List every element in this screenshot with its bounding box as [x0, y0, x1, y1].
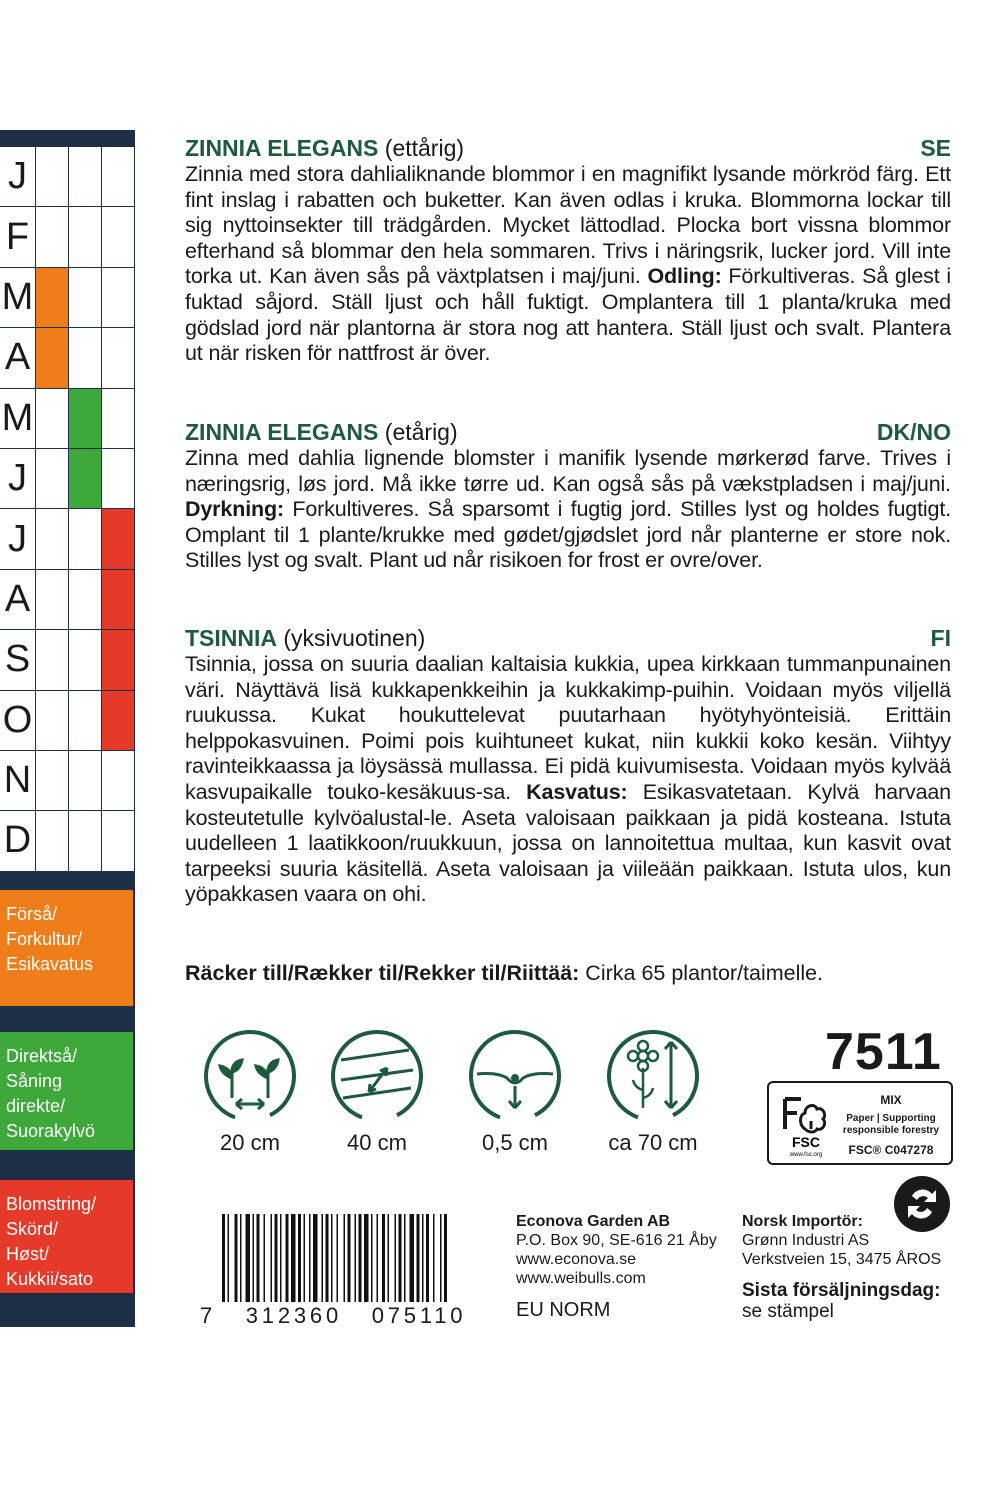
svg-text:FSC: FSC [792, 1134, 820, 1150]
row-spacing-icon [329, 1028, 425, 1124]
barcode-bar [304, 1214, 306, 1302]
calendar-cell [69, 509, 102, 568]
barcode-bar [348, 1214, 351, 1302]
section-title [185, 135, 951, 162]
calendar-cell [36, 570, 69, 629]
calendar-month-row [0, 207, 134, 267]
barcode-bar [253, 1214, 255, 1302]
barcode-bar [433, 1214, 435, 1302]
calendar-month-row [0, 751, 134, 811]
calendar-cell [36, 509, 69, 568]
calendar-cell [36, 751, 69, 810]
calendar-month-row [0, 570, 134, 630]
legend-sow: Förså/ Forkultur/ Esikavatus [0, 890, 133, 1006]
barcode-bar [235, 1214, 238, 1302]
barcode-bar [275, 1214, 278, 1302]
barcode-bar [298, 1214, 301, 1302]
species-name: TSINNIA [185, 625, 277, 651]
species-sub: (ettårig) [384, 135, 465, 161]
language-code: FI [930, 625, 951, 651]
plant-height-icon [605, 1028, 701, 1124]
calendar-cell [69, 328, 102, 387]
barcode-bar [313, 1214, 318, 1302]
calendar-cell [69, 449, 102, 508]
species-name: ZINNIA ELEGANS [185, 419, 379, 445]
month-letter: D [0, 811, 36, 870]
barcode-number: 7 312360 075110 [200, 1303, 467, 1328]
calendar-cell [102, 389, 134, 448]
legend-direct: Direktså/ Såning direkte/ Suorakylvö [0, 1032, 133, 1150]
barcode-bar [440, 1214, 442, 1302]
barcode-bar [359, 1214, 362, 1302]
fsc-label: FSC www.fsc.org MIX Paper | Supporting responsible forestry FSC® C047278 [767, 1081, 953, 1165]
barcode-bar [309, 1214, 311, 1302]
barcode-bar [291, 1214, 296, 1302]
calendar-month-row [0, 509, 134, 569]
barcode-bar [271, 1214, 273, 1302]
legend-bloom: Blomstring/ Skörd/ Høst/ Kukkii/sato [0, 1180, 133, 1293]
calendar-cell [36, 811, 69, 870]
calendar-cell [69, 751, 102, 810]
barcode-bar [364, 1214, 369, 1302]
svg-text:www.fsc.org: www.fsc.org [789, 1152, 823, 1158]
month-letter: S [0, 630, 36, 689]
fsc-tree-icon [777, 1089, 835, 1159]
calendar-cell [102, 691, 134, 750]
calendar-month-row [0, 449, 134, 509]
species-sub: (yksivuotinen) [283, 625, 426, 651]
calendar-cell [36, 449, 69, 508]
plant-spacing-icon [202, 1028, 298, 1124]
eu-norm: EU NORM [516, 1299, 611, 1321]
calendar-cell [102, 751, 134, 810]
calendar-cell [36, 147, 69, 206]
calendar-cell [36, 328, 69, 387]
language-code: DK/NO [876, 419, 951, 445]
plant-height: ca 70 cm [588, 1028, 718, 1156]
barcode-bar [388, 1214, 390, 1302]
calendar-cell [102, 449, 134, 508]
month-letter: N [0, 751, 36, 810]
barcode-bar [228, 1214, 230, 1302]
description: Tsinnia, jossa on suuria daalian kaltaisia kukkia, upea kirkkaan tummanpunainen väri. Näyttävä lisä kukkapenkkeihin ja kukkakimp-puihin. Voidaan myös viljellä ruukussa. Kukat houkuttelevat puutarhaan hyötyhyönteisiä. Erittäin helppokasvuinen. Poimi pois kuihtuneet kukat, niin kukkii koko kesän. Viihtyy ravinteikkaassa ja löysässä mullassa. Ei pidä kuivumisesta. Voidaan myös kylvää kasvupaikalle touko-kesäkuus-sa. Kasvatus: Esikasvatetaan. Kylvä harvaan kosteutetulle kylvöalustal-le. Aseta valoisaan paikkaan ja pidä kosteana. Istuta uudelleen 1 laatikkoon/ruukkuun, jossa on lannoitettua multaa, kun kasvit ovat tarpeeksi suuria käsitellä. Aseta valoisaan ja viileään paikkaan. Istuta ulos, kun yöpakkasen vaara on ohi. [185, 652, 951, 907]
barcode-bars [200, 1214, 470, 1302]
importer-info: Norsk Importör: Grønn Industri AS Verkstveien 15, 3475 ÅROS [742, 1213, 942, 1268]
calendar-cell [102, 570, 134, 629]
species-name: ZINNIA ELEGANS [185, 135, 379, 161]
barcode-bar [257, 1214, 260, 1302]
calendar-month-row [0, 389, 134, 449]
calendar-cell [69, 570, 102, 629]
barcode-bar [222, 1214, 225, 1302]
month-letter: O [0, 691, 36, 750]
plant-spacing: 20 cm [185, 1028, 315, 1156]
species-sub: (etårig) [384, 419, 458, 445]
barcode-bar [326, 1214, 329, 1302]
row-spacing: 40 cm [312, 1028, 442, 1156]
section-dk-no [185, 419, 951, 574]
sowing-depth-icon [467, 1028, 563, 1124]
barcode-bar [417, 1214, 420, 1302]
calendar-cell [102, 630, 134, 689]
calendar-cell [69, 691, 102, 750]
barcode-bar [322, 1214, 324, 1302]
calendar-cell [102, 147, 134, 206]
calendar-month-row [0, 268, 134, 328]
barcode-bar [280, 1214, 282, 1302]
description: Zinnia med stora dahlialiknande blommor i en magnifikt lysande mörkröd färg. Ett fint inslag i rabatten och buketter. Kan även odlas i kruka. Blommorna lockar till sig nyttoinsekter till trädgården. Mycket lättodlad. Plocka bort vissna blommor efterhand så blommar den hela sommaren. Trivs i näringsrik, lucker jord. Vill inte torka ut. Kan även sås på växtplatsen i maj/juni. Odling: Förkultiveras. Så glest i fuktad såjord. Ställ ljust och håll fuktigt. Omplantera till 1 planta/kruka med gödslad jord när plantorna är stora nog att hantera. Ställ ljust och svalt. Plantera ut när risken för nattfrost är över. [185, 162, 951, 366]
calendar-month-row [0, 328, 134, 388]
month-letter: A [0, 328, 36, 387]
barcode-bar [422, 1214, 424, 1302]
barcode-bar [426, 1214, 429, 1302]
calendar-month-row [0, 811, 134, 871]
calendar-cell [69, 389, 102, 448]
barcode-bar [344, 1214, 346, 1302]
barcode-bar [444, 1214, 447, 1302]
section-fi [185, 625, 951, 908]
month-letter: M [0, 389, 36, 448]
calendar-cell [102, 268, 134, 327]
calendar-cell [102, 207, 134, 266]
barcode-bar [355, 1214, 357, 1302]
sowing-calendar-sidebar [0, 130, 135, 1327]
barcode-bar [337, 1214, 339, 1302]
calendar-cell [36, 630, 69, 689]
calendar-cell [69, 811, 102, 870]
calendar-cell [69, 268, 102, 327]
barcode-bar [240, 1214, 242, 1302]
month-letter: A [0, 570, 36, 629]
calendar-cell [36, 207, 69, 266]
month-letter: J [0, 509, 36, 568]
barcode-bar [404, 1214, 406, 1302]
company-info: Econova Garden AB P.O. Box 90, SE-616 21 Åby www.econova.se www.weibulls.com [516, 1213, 717, 1287]
barcode-bar [371, 1214, 373, 1302]
growing-icons [185, 1028, 745, 1178]
barcode-bar [399, 1214, 402, 1302]
product-number: 7511 [825, 1023, 942, 1081]
barcode-bar [264, 1214, 266, 1302]
calendar-month-row [0, 147, 134, 207]
calendar-cell [36, 389, 69, 448]
description: Zinna med dahlia lignende blomster i manifik lysende mørkerød farve. Trives i næringsrig, løs jord. Må ikke tørre ud. Kan også sås på vækstpladsen i maj/juni. Dyrkning: Forkultiveres. Så sparsomt i fugtig jord. Stilles lyst og holdes fugtigt. Omplant til 1 plante/krukke med gødet/gjødslet jord når planterne er store nok. Stilles lyst og svalt. Plant ud når risikoen for frost er ovre/over. [185, 446, 951, 573]
barcode-bar [246, 1214, 251, 1302]
month-letter: J [0, 449, 36, 508]
barcode-bar [331, 1214, 333, 1302]
barcode-bar [377, 1214, 379, 1302]
calendar-cell [102, 328, 134, 387]
calendar-cell [102, 811, 134, 870]
calendar-cell [36, 268, 69, 327]
yield-line: Räcker till/Rækker til/Rekker til/Riittää: Cirka 65 plantor/taimelle. [185, 961, 824, 985]
month-letter: F [0, 207, 36, 266]
calendar-cell [36, 691, 69, 750]
month-letter: J [0, 147, 36, 206]
section-se [185, 135, 951, 367]
calendar-cell [69, 630, 102, 689]
calendar-cell [69, 147, 102, 206]
sowing-depth: 0,5 cm [450, 1028, 580, 1156]
section-title [185, 625, 951, 652]
calendar-month-row [0, 630, 134, 690]
month-calendar [0, 147, 134, 872]
last-sale-day: Sista försäljningsdag: se stämpel [742, 1280, 941, 1322]
calendar-cell [102, 509, 134, 568]
barcode-bar [395, 1214, 397, 1302]
barcode-bar [286, 1214, 289, 1302]
calendar-month-row [0, 691, 134, 751]
month-letter: M [0, 268, 36, 327]
barcode-bar [410, 1214, 415, 1302]
language-code: SE [920, 135, 951, 161]
barcode-bar [382, 1214, 385, 1302]
section-title [185, 419, 951, 446]
calendar-cell [69, 207, 102, 266]
barcode [200, 1214, 470, 1328]
